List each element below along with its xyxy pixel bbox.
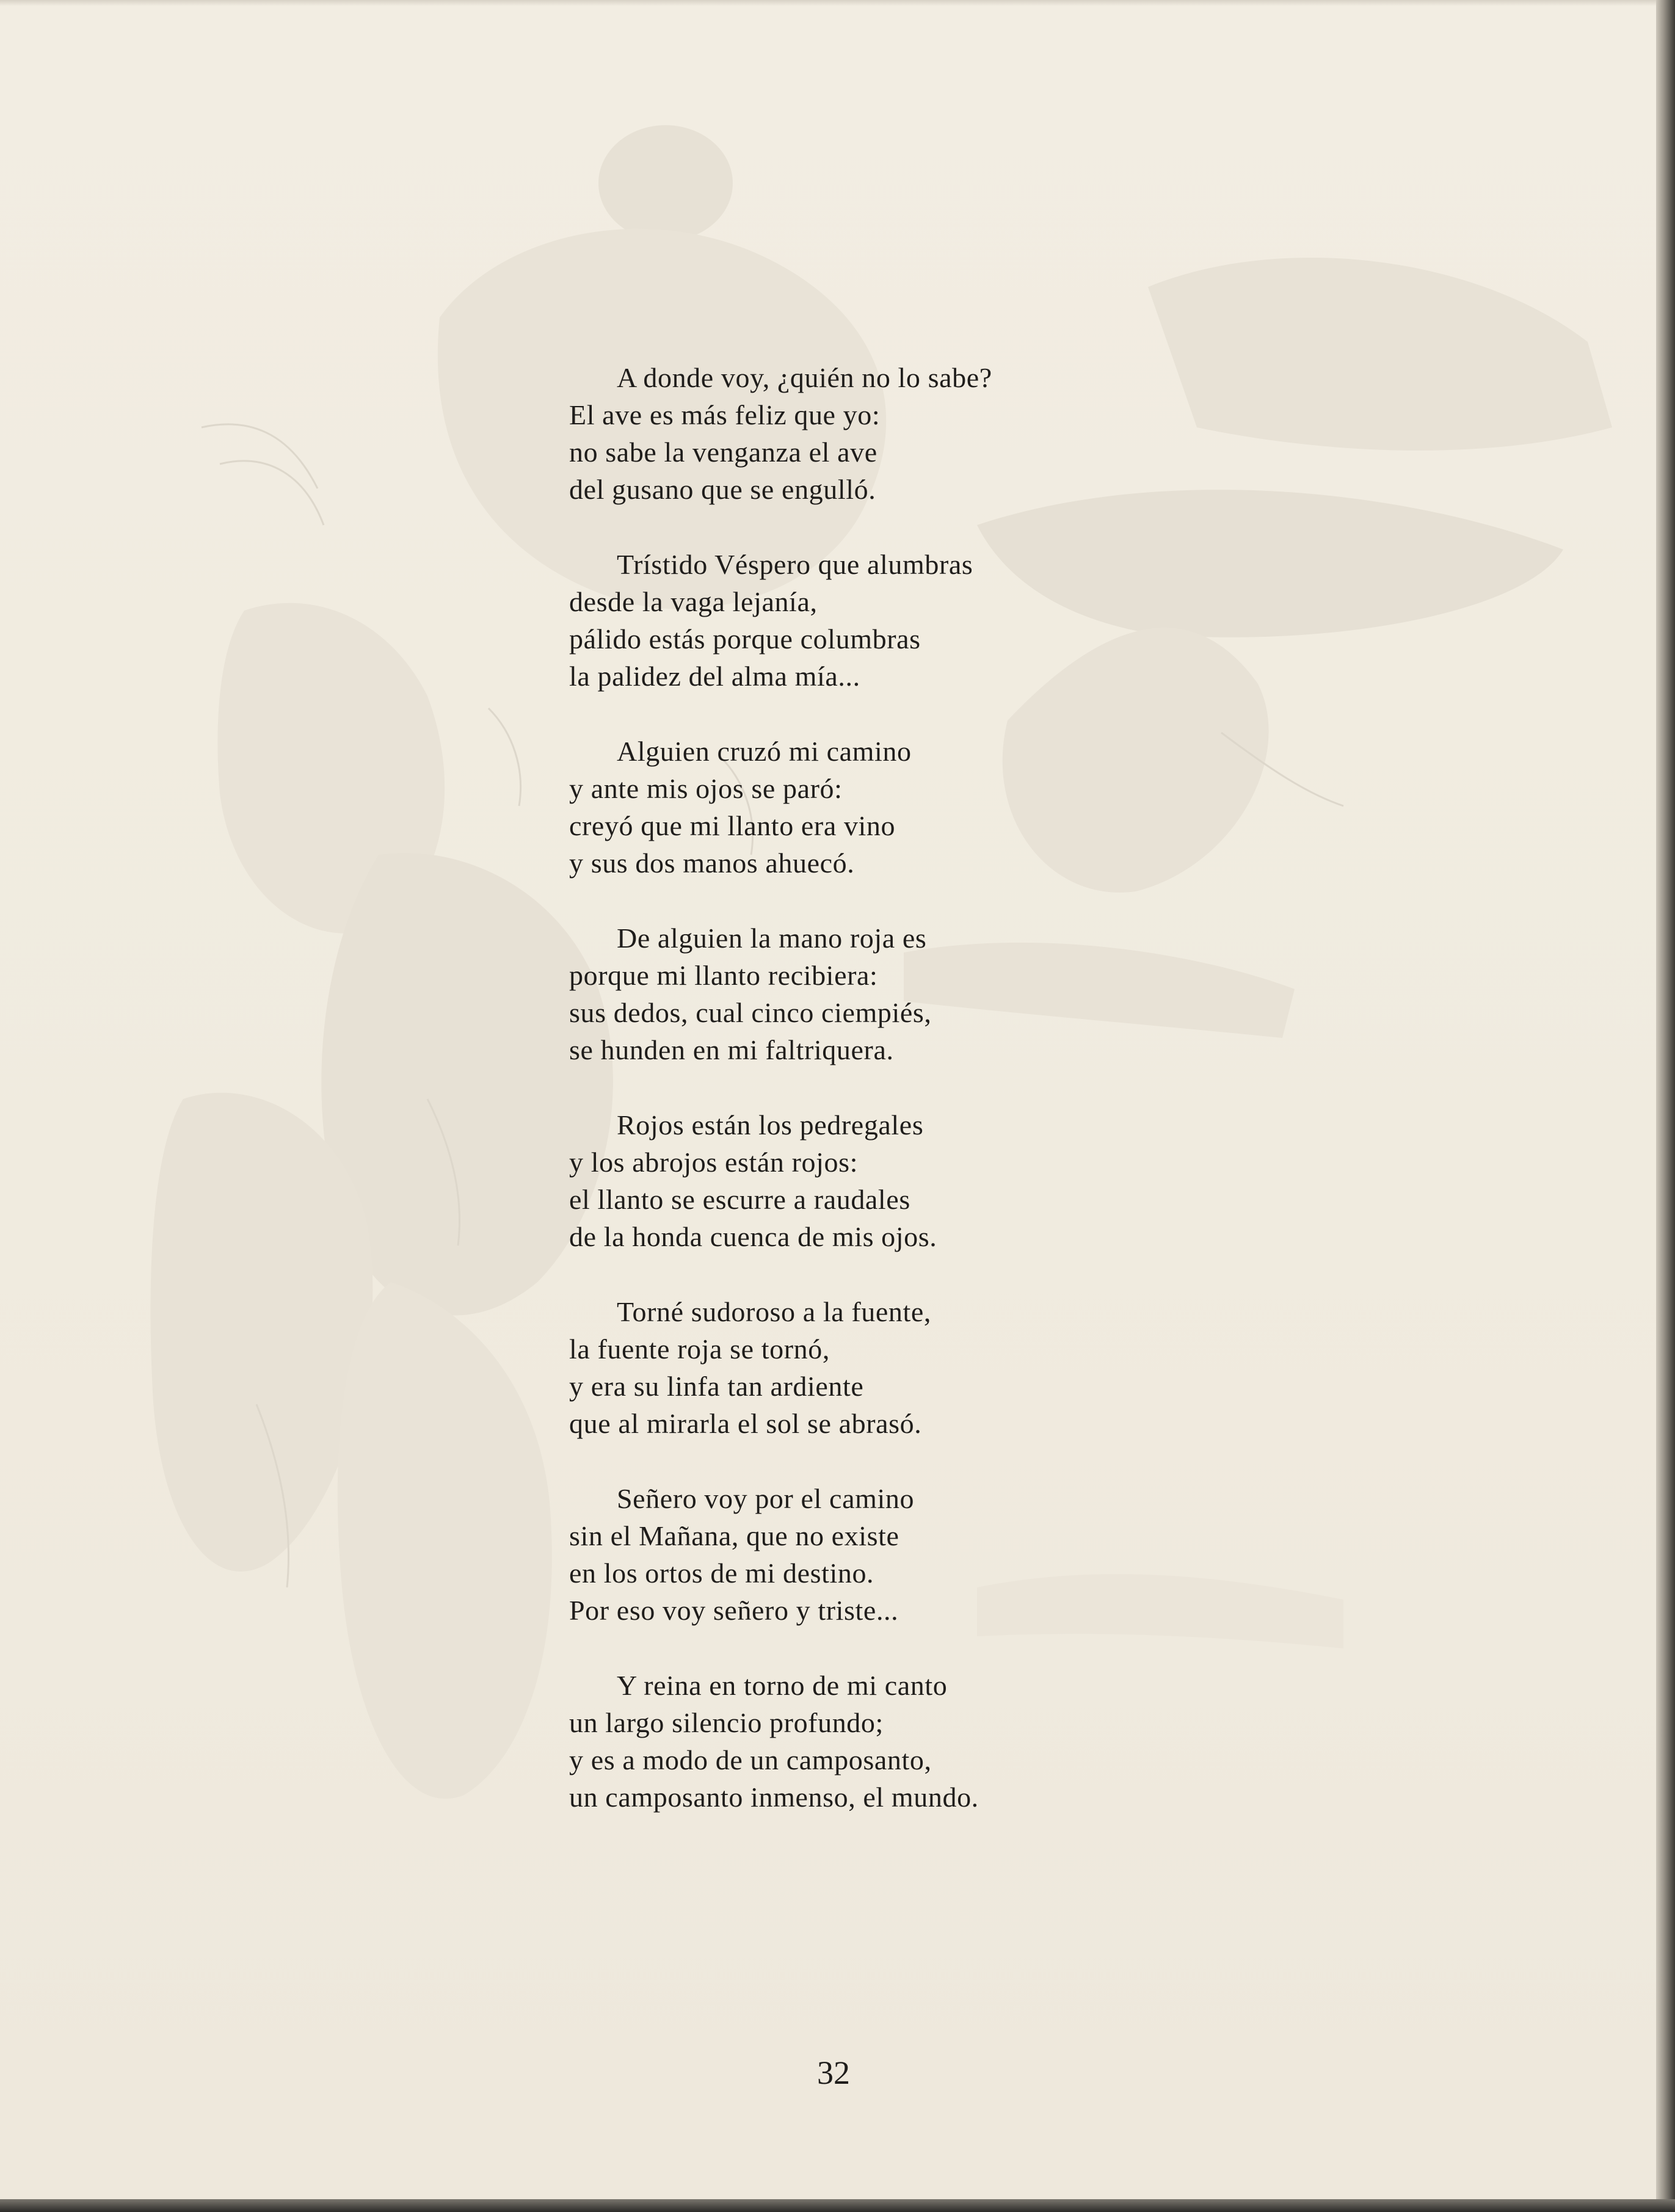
poem-line: el llanto se escurre a raudales bbox=[569, 1184, 910, 1215]
poem bbox=[569, 359, 1363, 1854]
poem-line: que al mirarla el sol se abrasó. bbox=[569, 1408, 922, 1439]
book-spine-edge bbox=[1656, 0, 1675, 2212]
poem-line: y es a modo de un camposanto, bbox=[569, 1744, 932, 1775]
page-bottom-edge bbox=[0, 2199, 1675, 2212]
poem-line: El ave es más feliz que yo: bbox=[569, 399, 881, 430]
poem-line: un largo silencio profundo; bbox=[569, 1707, 884, 1738]
poem-line: y ante mis ojos se paró: bbox=[569, 773, 843, 804]
poem-line: A donde voy, ¿quién no lo sabe? bbox=[617, 362, 992, 393]
poem-line: sus dedos, cual cinco ciempiés, bbox=[569, 997, 932, 1028]
poem-line: la palidez del alma mía... bbox=[569, 661, 860, 692]
stanza bbox=[569, 359, 1363, 508]
poem-line: la fuente roja se tornó, bbox=[569, 1333, 830, 1365]
poem-line: un camposanto inmenso, el mundo. bbox=[569, 1782, 979, 1813]
poem-line: y sus dos manos ahuecó. bbox=[569, 847, 855, 879]
stanza bbox=[569, 919, 1363, 1068]
poem-line: pálido estás porque columbras bbox=[569, 623, 921, 655]
poem-line: no sabe la venganza el ave bbox=[569, 437, 877, 468]
poem-line: Trístido Véspero que alumbras bbox=[617, 549, 973, 580]
poem-line: creyó que mi llanto era vino bbox=[569, 810, 896, 841]
poem-line: Torné sudoroso a la fuente, bbox=[617, 1296, 931, 1327]
poem-line: de la honda cuenca de mis ojos. bbox=[569, 1221, 937, 1252]
poem-line: Rojos están los pedregales bbox=[617, 1109, 924, 1140]
poem-line: porque mi llanto recibiera: bbox=[569, 960, 878, 991]
poem-line: y era su linfa tan ardiente bbox=[569, 1371, 864, 1402]
poem-line: Y reina en torno de mi canto bbox=[617, 1670, 948, 1701]
poem-line: sin el Mañana, que no existe bbox=[569, 1520, 899, 1551]
poem-line: Alguien cruzó mi camino bbox=[617, 736, 912, 767]
poem-line: del gusano que se engulló. bbox=[569, 474, 876, 505]
stanza bbox=[569, 733, 1363, 882]
poem-line: De alguien la mano roja es bbox=[617, 923, 927, 954]
stanza bbox=[569, 1480, 1363, 1629]
poem-line: Señero voy por el camino bbox=[617, 1483, 915, 1514]
page-number: 32 bbox=[817, 2054, 850, 2091]
poem-line: Por eso voy señero y triste... bbox=[569, 1595, 899, 1626]
poem-line: se hunden en mi faltriquera. bbox=[569, 1034, 894, 1065]
poem-line: desde la vaga lejanía, bbox=[569, 586, 818, 617]
stanza bbox=[569, 1106, 1363, 1255]
stanza bbox=[569, 1293, 1363, 1442]
poem-line: en los ortos de mi destino. bbox=[569, 1557, 874, 1589]
poem-line: y los abrojos están rojos: bbox=[569, 1147, 858, 1178]
stanza bbox=[569, 1667, 1363, 1816]
stanza bbox=[569, 546, 1363, 695]
